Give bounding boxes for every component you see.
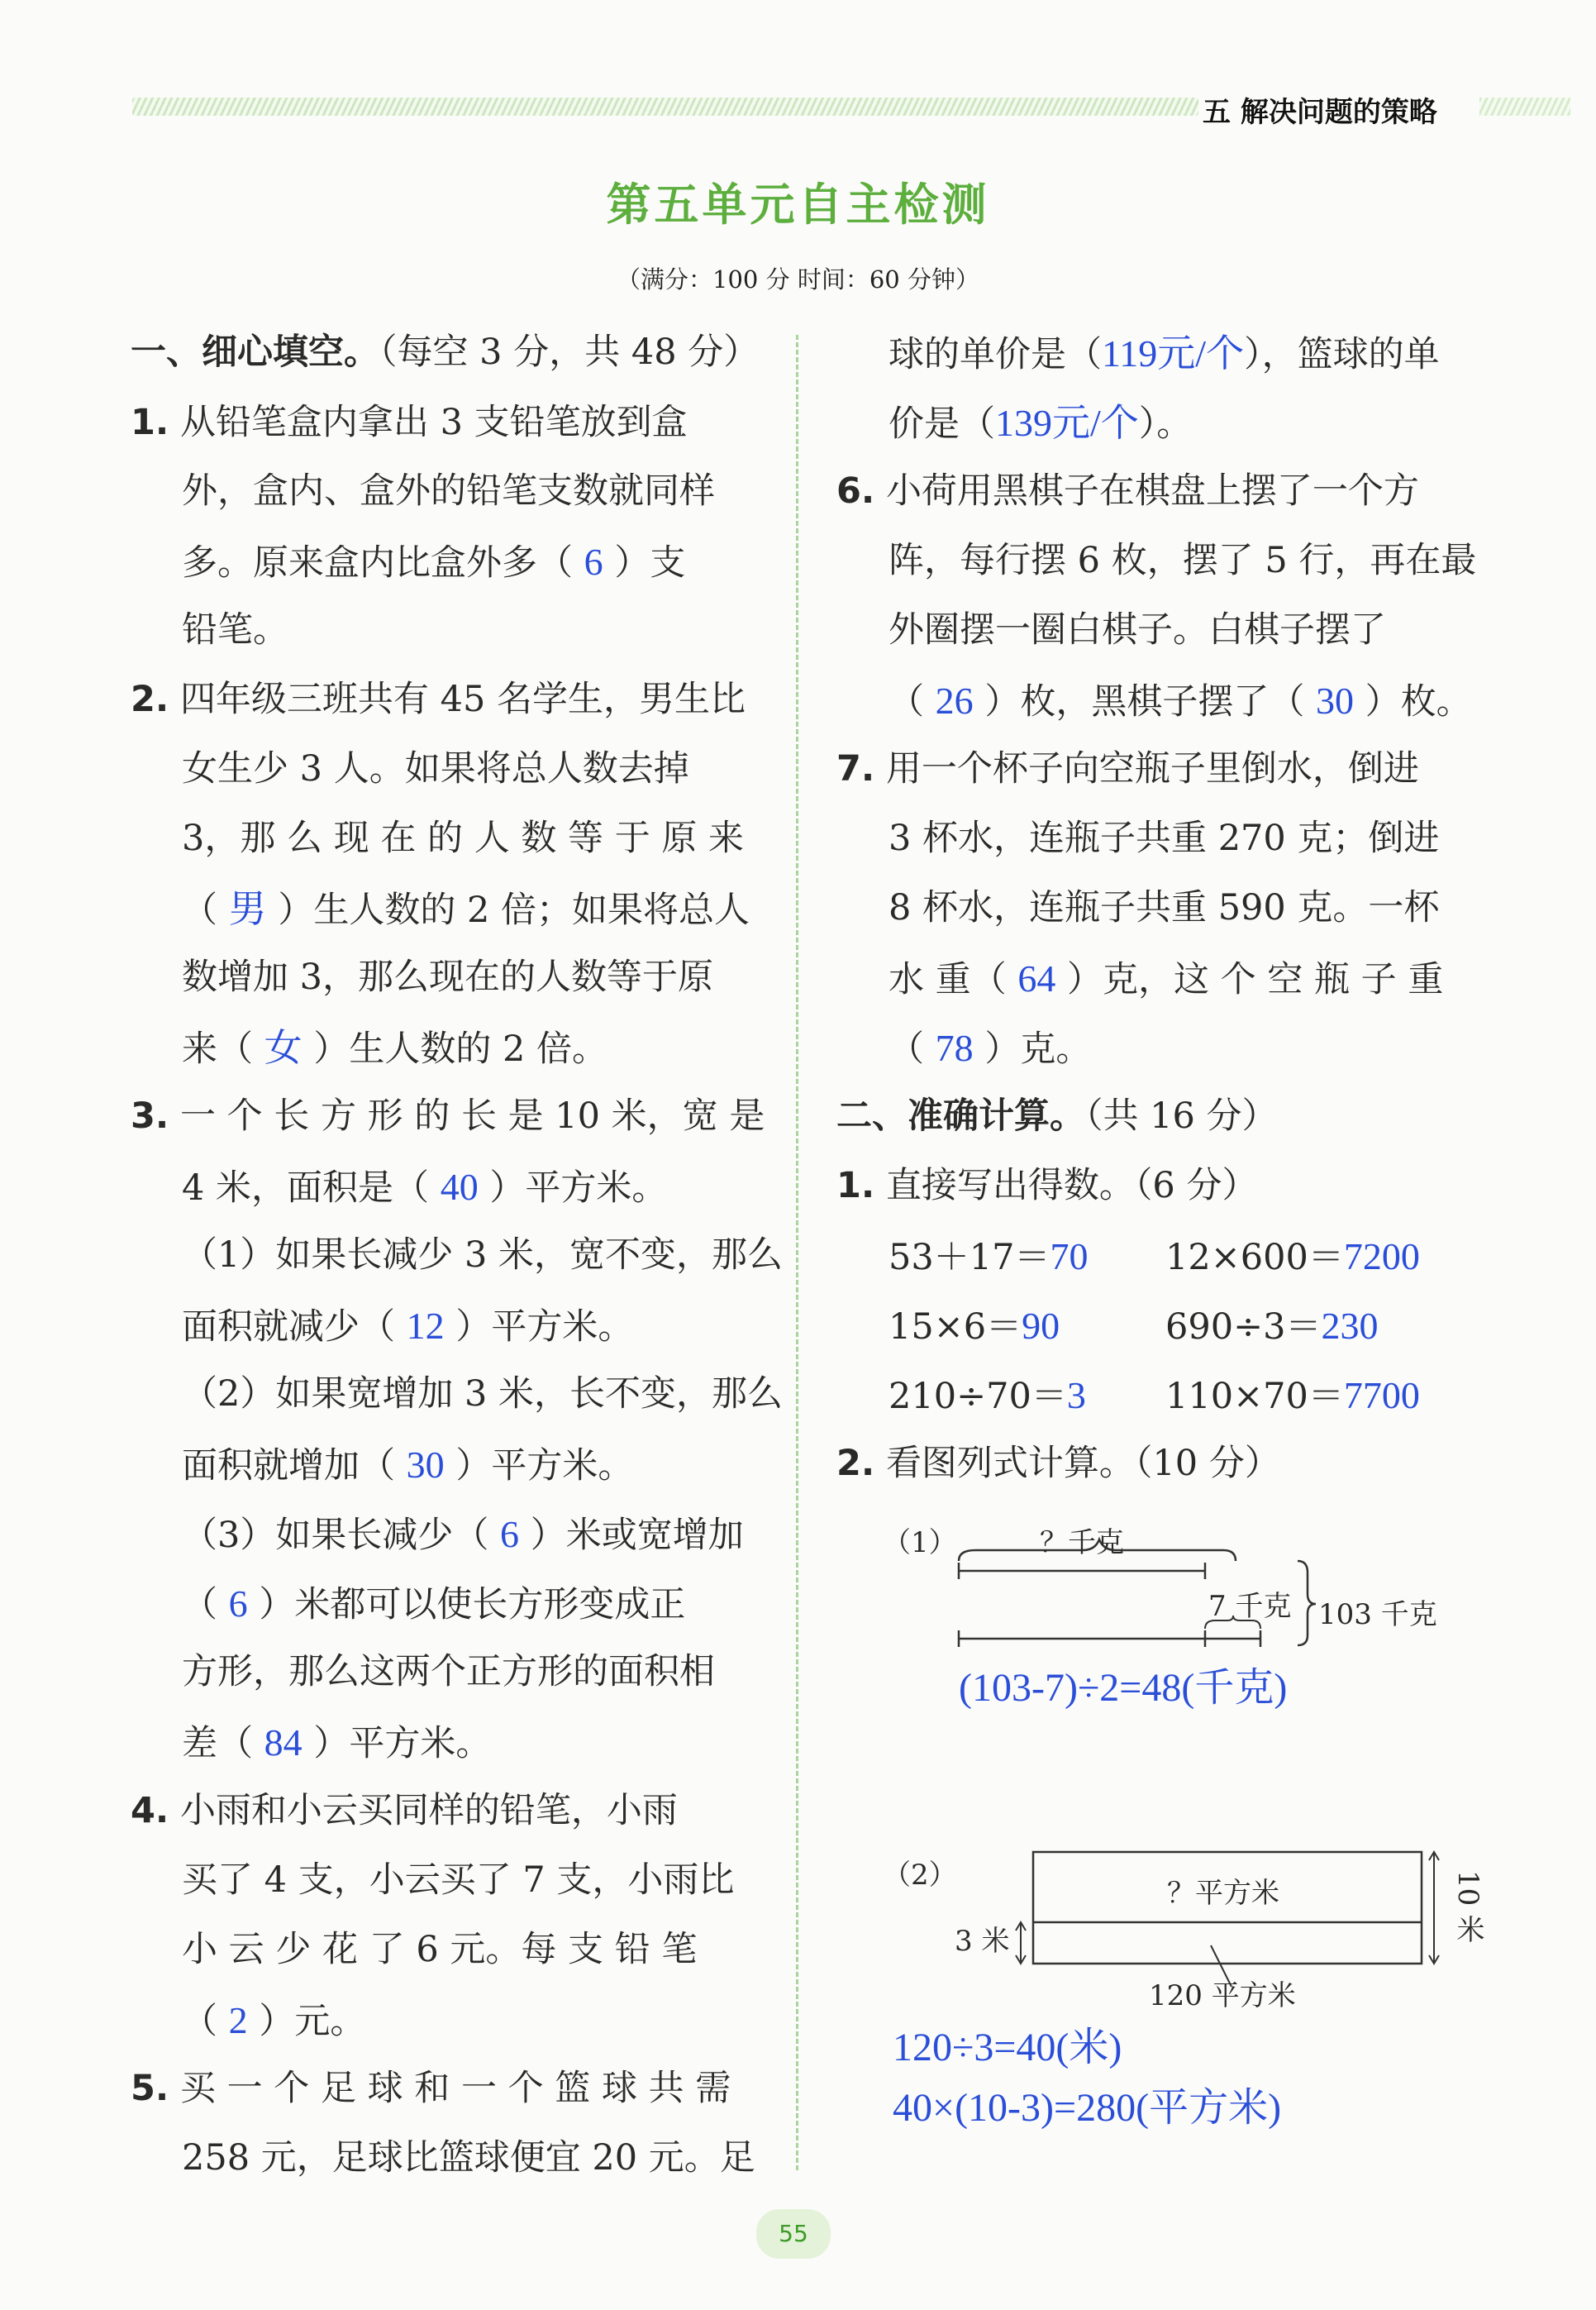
diagram1-diff-label: 7 千克 <box>1208 1590 1292 1623</box>
q3-answer-3: 30 <box>406 1444 445 1486</box>
page-subtitle: （满分：100 分 时间：60 分钟） <box>617 265 979 294</box>
q6-line1: 6. 小荷用黑棋子在棋盘上摆了一个方 <box>836 470 1419 512</box>
q3-line7: （3）如果长减少（ 6 ）米或宽增加 <box>182 1513 744 1556</box>
q3-answer-4: 6 <box>500 1513 520 1555</box>
q3-answer-2: 12 <box>406 1305 445 1347</box>
q6-answer-1: 26 <box>935 680 974 722</box>
q1-answer: 6 <box>584 541 603 583</box>
q5-answer-1: 119元/个 <box>1102 332 1245 375</box>
diagram1-top-label: ？千克 <box>1040 1526 1124 1559</box>
q7-line5: （ 78 ）克。 <box>889 1027 1092 1070</box>
q2-line2: 女生少 3 人。如果将总人数去掉 <box>182 748 689 790</box>
diagram1-label: （1） <box>883 1526 957 1559</box>
diagram2-label: （2） <box>883 1859 957 1892</box>
calc-item: 15×6＝90 <box>889 1305 1060 1348</box>
header-stripe-right <box>1479 98 1570 116</box>
q3-line8: （ 6 ）米都可以使长方形变成正 <box>182 1582 686 1625</box>
diagram2-side-label: 10 米 <box>1451 1870 1484 1944</box>
diagram1-total-label: 103 千克 <box>1318 1598 1437 1631</box>
q7-line2: 3 杯水，连瓶子共重 270 克；倒进 <box>889 818 1440 859</box>
q2-line3: 3，那 么 现 在 的 人 数 等 于 原 来 <box>182 818 745 859</box>
unit-label: 五 解决问题的策略 <box>1203 96 1437 129</box>
page-title: 第五单元自主检测 <box>606 179 990 231</box>
q2-line1: 2. 四年级三班共有 45 名学生，男生比 <box>131 679 746 720</box>
q3-line3: （1）如果长减少 3 米，宽不变，那么 <box>182 1234 784 1276</box>
q1-line3: 多。原来盒内比盒外多（ 6 ）支 <box>182 541 686 584</box>
q7-line1: 7. 用一个杯子向空瓶子里倒水，倒进 <box>836 748 1419 790</box>
q3-line10: 差（ 84 ）平方米。 <box>182 1721 492 1764</box>
q4-line3: 小 云 少 花 了 6 元。每 支 铅 笔 <box>182 1929 698 1970</box>
page-number: 55 <box>756 2209 831 2259</box>
calc-item: 690÷3＝230 <box>1165 1305 1379 1348</box>
q2-answer-2: 女 <box>264 1027 303 1069</box>
calc-item: 53＋17＝70 <box>889 1235 1089 1278</box>
diagram2-area-label: 120 平方米 <box>1149 1979 1296 2012</box>
q7-line3: 8 杯水，连瓶子共重 590 克。一杯 <box>889 887 1440 928</box>
q3-answer-5: 6 <box>228 1582 248 1625</box>
q4-line2: 买了 4 支，小云买了 7 支，小雨比 <box>182 1859 735 1901</box>
calc-item: 110×70＝7700 <box>1165 1374 1420 1417</box>
q7-answer-2: 78 <box>935 1027 974 1069</box>
q5-line4: 价是（139元/个）。 <box>889 402 1193 445</box>
q5-line1: 5. 买 一 个 足 球 和 一 个 篮 球 共 需 <box>131 2068 731 2109</box>
q3-line1: 3. 一 个 长 方 形 的 长 是 10 米，宽 是 <box>131 1095 765 1137</box>
q3-line5: （2）如果宽增加 3 米，长不变，那么 <box>182 1373 784 1415</box>
q3-line4: 面积就减少（ 12 ）平方米。 <box>182 1305 634 1348</box>
calc-item: 210÷70＝3 <box>889 1374 1086 1417</box>
q4-line1: 4. 小雨和小云买同样的铅笔，小雨 <box>131 1790 678 1831</box>
q2-line5: 数增加 3，那么现在的人数等于原 <box>182 957 714 998</box>
q3-line2: 4 米，面积是（ 40 ）平方米。 <box>182 1166 668 1209</box>
diagram2-strip-label: 3 米 <box>955 1925 1010 1958</box>
q3-answer-6: 84 <box>264 1721 303 1764</box>
diagram2-answer-2: 40×(10-3)=280(平方米) <box>893 2086 1282 2130</box>
s2q1-line: 1. 直接写出得数。（6 分） <box>836 1165 1258 1206</box>
diagram1-answer: (103-7)÷2=48(千克) <box>959 1666 1288 1710</box>
q2-answer-1: 男 <box>228 888 267 930</box>
q1-line4: 铅笔。 <box>182 609 288 651</box>
q3-line6: 面积就增加（ 30 ）平方米。 <box>182 1444 634 1487</box>
section2-heading: 二、准确计算。（共 16 分） <box>836 1095 1278 1137</box>
header-stripe <box>132 98 1198 116</box>
section1-heading: 一、细心填空。（每空 3 分，共 48 分） <box>131 332 760 373</box>
diagram2-answer-1: 120÷3=40(米) <box>893 2026 1122 2069</box>
diagram1-bar-model <box>942 1513 1455 1662</box>
q1-line1: 1. 从铅笔盒内拿出 3 支铅笔放到盒 <box>131 402 688 443</box>
column-divider <box>796 335 798 2170</box>
q6-line3: 外圈摆一圈白棋子。白棋子摆了 <box>889 609 1386 651</box>
q4-answer: 2 <box>228 1999 248 2041</box>
q6-line4: （ 26 ）枚，黑棋子摆了（ 30 ）枚。 <box>889 680 1472 723</box>
s2q2-line: 2. 看图列式计算。（10 分） <box>836 1443 1280 1484</box>
q2-line6: 来（ 女 ）生人数的 2 倍。 <box>182 1027 608 1070</box>
calc-item: 12×600＝7200 <box>1165 1235 1420 1278</box>
q3-line9: 方形，那么这两个正方形的面积相 <box>182 1651 715 1692</box>
q1-line2: 外，盒内、盒外的铅笔支数就同样 <box>182 470 715 512</box>
q7-answer-1: 64 <box>1017 957 1056 1000</box>
q5-line2: 258 元，足球比篮球便宜 20 元。足 <box>182 2137 755 2179</box>
q5-line3: 球的单价是（119元/个），篮球的单 <box>889 332 1440 375</box>
q6-answer-2: 30 <box>1316 680 1355 722</box>
q6-line2: 阵，每行摆 6 枚，摆了 5 行，再在最 <box>889 540 1477 581</box>
q3-answer-1: 40 <box>440 1166 479 1208</box>
diagram2-inner-label: ？平方米 <box>1167 1877 1279 1910</box>
q5-answer-2: 139元/个 <box>995 402 1139 444</box>
q7-line4: 水 重（ 64 ）克，这 个 空 瓶 子 重 <box>889 957 1444 1000</box>
q4-line4: （ 2 ）元。 <box>182 1999 366 2042</box>
q2-line4: （ 男 ）生人数的 2 倍；如果将总人 <box>182 888 750 931</box>
